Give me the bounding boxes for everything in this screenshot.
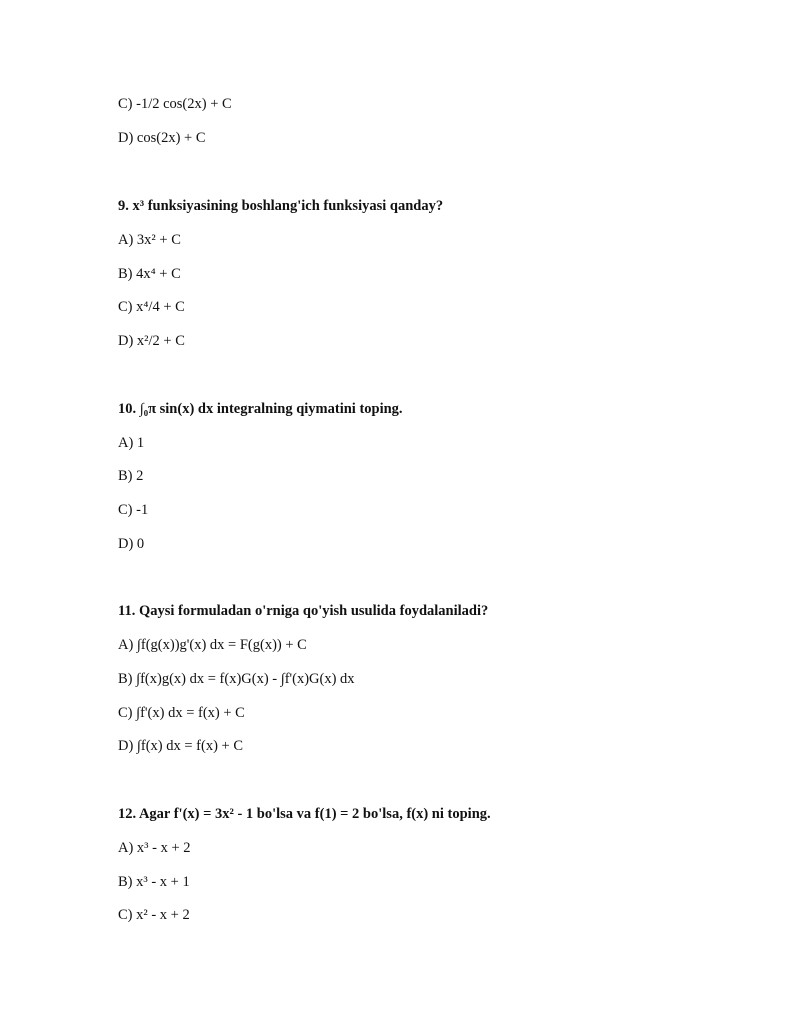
question-11-text: 11. Qaysi formuladan o'rniga qo'yish usulida foydalaniladi? <box>118 603 489 619</box>
question-10-option-c: C) -1 <box>118 502 149 518</box>
question-12-text: 12. Agar f'(x) = 3x² - 1 bo'lsa va f(1) = 2 bo'lsa, f(x) ni toping. <box>118 806 491 822</box>
option-carryover-d: D) cos(2x) + C <box>118 130 206 146</box>
question-11-option-b: B) ∫f(x)g(x) dx = f(x)G(x) - ∫f'(x)G(x) dx <box>118 671 355 687</box>
question-9-text: 9. x³ funksiyasining boshlang'ich funksiyasi qanday? <box>118 198 444 214</box>
question-12-option-c: C) x² - x + 2 <box>118 907 190 923</box>
question-10-option-d: D) 0 <box>118 536 145 552</box>
question-9-option-d: D) x²/2 + C <box>118 333 185 349</box>
option-carryover-c: C) -1/2 cos(2x) + C <box>118 96 232 112</box>
question-10-option-b: B) 2 <box>118 468 144 484</box>
question-11-option-c: C) ∫f'(x) dx = f(x) + C <box>118 705 245 721</box>
question-9-option-c: C) x⁴/4 + C <box>118 299 185 315</box>
question-9-option-b: B) 4x⁴ + C <box>118 266 181 282</box>
question-11-option-a: A) ∫f(g(x))g'(x) dx = F(g(x)) + C <box>118 637 307 653</box>
question-11-option-d: D) ∫f(x) dx = f(x) + C <box>118 738 244 754</box>
question-9-option-a: A) 3x² + C <box>118 232 181 248</box>
question-10-text: 10. ∫₀π sin(x) dx integralning qiymatini toping. <box>118 401 403 417</box>
question-10-option-a: A) 1 <box>118 435 145 451</box>
question-12-option-a: A) x³ - x + 2 <box>118 840 191 856</box>
question-12-option-b: B) x³ - x + 1 <box>118 874 190 890</box>
